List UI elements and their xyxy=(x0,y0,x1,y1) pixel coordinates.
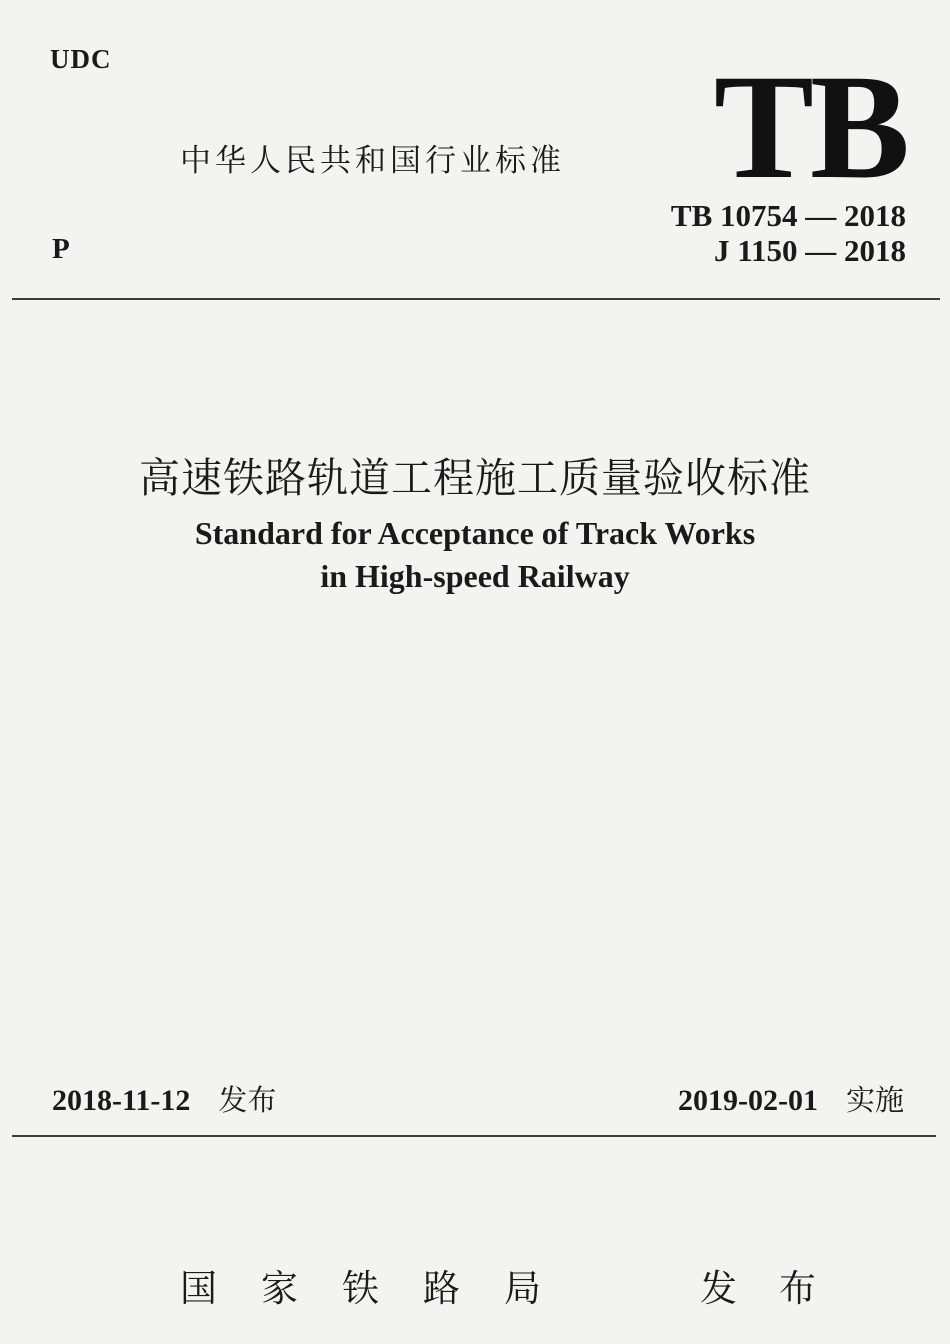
issue-label: 发布 xyxy=(218,1083,277,1117)
title-english-line2: in High-speed Railway xyxy=(320,558,630,594)
standard-code-tb: TB 10754 — 2018 xyxy=(670,198,906,233)
tb-logo: TB xyxy=(713,44,906,210)
issue-date: 2018-11-12 xyxy=(52,1084,191,1117)
standard-code-j: J 1150 — 2018 xyxy=(713,233,906,268)
bottom-divider xyxy=(12,1135,936,1137)
standard-series-title: 中华人民共和国行业标准 xyxy=(180,143,565,179)
implementation-label: 实施 xyxy=(845,1083,904,1117)
issuing-authority: 国家铁路局 xyxy=(180,1267,585,1310)
publish-label: 发布 xyxy=(700,1267,858,1310)
issue-date-block xyxy=(52,1078,276,1119)
implementation-date-block xyxy=(678,1078,904,1119)
top-divider xyxy=(12,298,940,300)
title-chinese: 高速铁路轨道工程施工质量验收标准 xyxy=(139,454,811,502)
implementation-date: 2019-02-01 xyxy=(678,1084,818,1117)
title-english-line1: Standard for Acceptance of Track Works xyxy=(194,515,756,551)
classification-code: P xyxy=(52,233,70,265)
udc-label: UDC xyxy=(50,44,112,74)
